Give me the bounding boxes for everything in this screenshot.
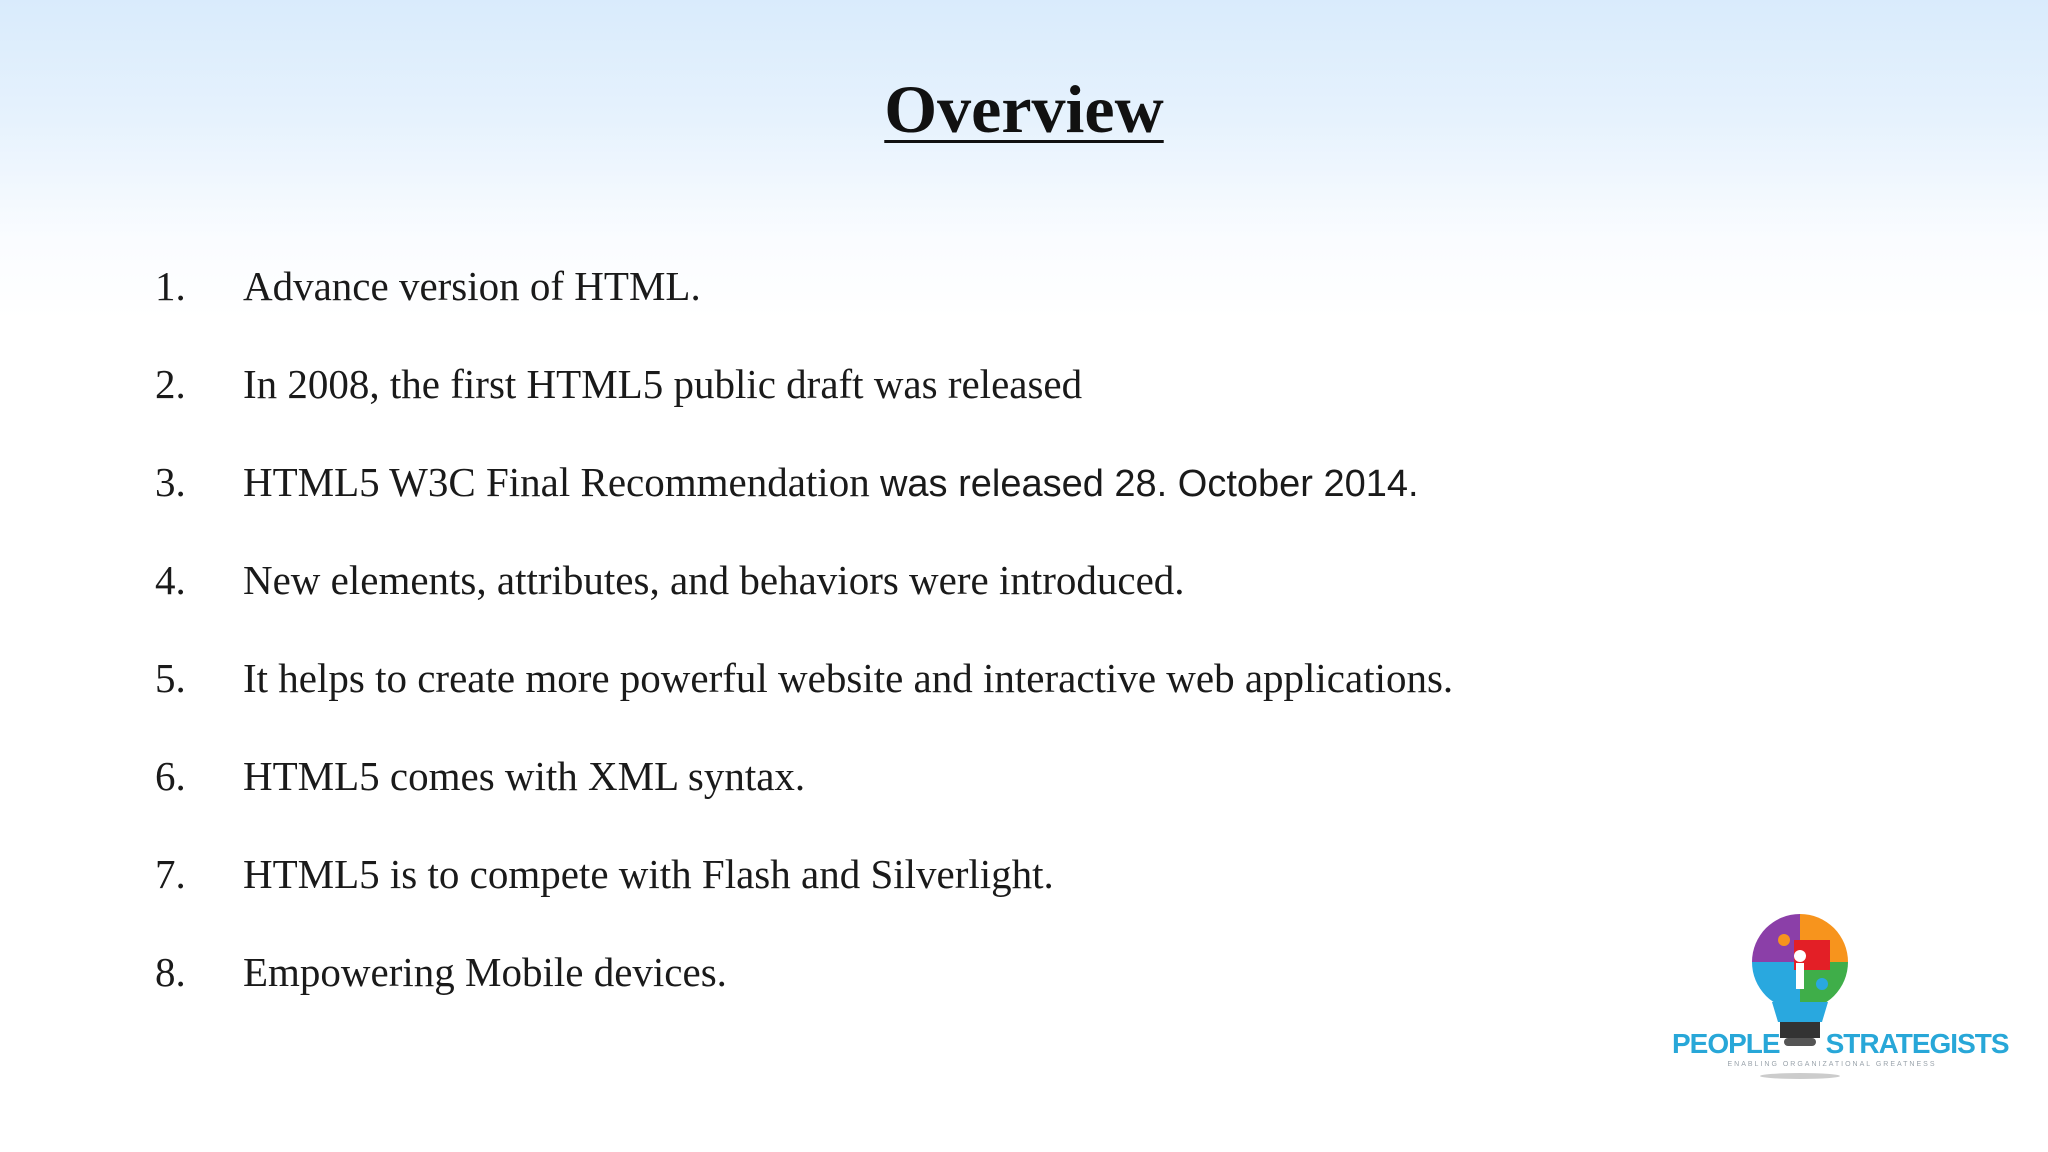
list-item-text xyxy=(243,458,1419,506)
list-item-number: 1. xyxy=(155,263,186,309)
list-item xyxy=(155,262,1855,360)
list-item-text: HTML5 is to compete with Flash and Silverlight. xyxy=(243,851,1054,897)
list-item xyxy=(155,360,1855,458)
list-item xyxy=(155,850,1855,948)
slide-title: Overview xyxy=(884,71,1164,147)
logo-wordmark xyxy=(1672,1028,2009,1060)
list-item-number: 4. xyxy=(155,557,186,603)
list-item-text-serif: HTML5 W3C Final Recommendation xyxy=(243,459,880,505)
list-item xyxy=(155,752,1855,850)
list-item-text: New elements, attributes, and behaviors were introduced. xyxy=(243,557,1185,603)
company-logo xyxy=(1672,910,2009,1090)
list-item xyxy=(155,556,1855,654)
list-item-number: 5. xyxy=(155,655,186,701)
list-item xyxy=(155,654,1855,752)
list-item-text: It helps to create more powerful website and interactive web applications. xyxy=(243,655,1454,701)
logo-word-left: PEOPLE xyxy=(1672,1028,1780,1059)
list-item xyxy=(155,948,1855,1046)
list-item-number: 7. xyxy=(155,851,186,897)
list-item-text: Advance version of HTML. xyxy=(243,263,701,309)
numbered-list xyxy=(155,262,1855,1046)
list-item-text-sans: was released 28. October 2014. xyxy=(879,463,1419,505)
list-item-text: HTML5 comes with XML syntax. xyxy=(243,753,806,799)
list-item-text: In 2008, the first HTML5 public draft was released xyxy=(243,361,1083,407)
list-item-number: 3. xyxy=(155,459,186,505)
logo-tagline: ENABLING ORGANIZATIONAL GREATNESS xyxy=(1727,1061,1937,1068)
list-item-number: 6. xyxy=(155,753,186,799)
list-item-number: 2. xyxy=(155,361,186,407)
list-item-number: 8. xyxy=(155,949,186,995)
list-item xyxy=(155,458,1855,556)
list-item-text: Empowering Mobile devices. xyxy=(243,949,727,995)
logo-word-right: STRATEGISTS xyxy=(1825,1028,2009,1059)
